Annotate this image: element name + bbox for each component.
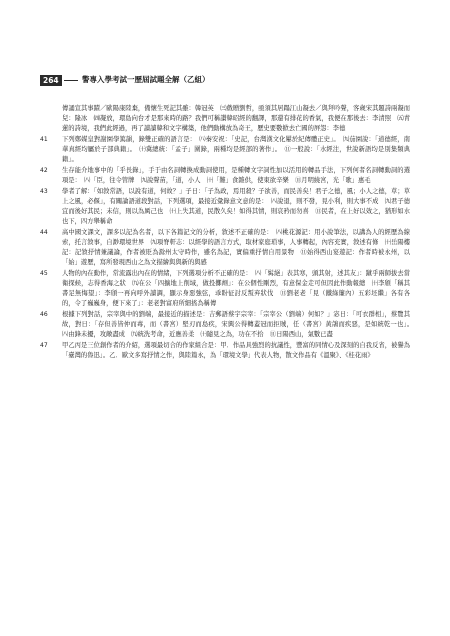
question-item <box>40 269 410 309</box>
question-number: 46 <box>40 311 48 318</box>
question-text: 生存能介地事中的「乎長錄」，手于由名詞轉換成動詞使用，是種轉文字詞性加以活用的轉品手法，下列何者名詞轉動詞的選項是： ㈧「臣，往令管牌 ㈨說聲苗，「道，小人 ㈩「難」食雜供，使東欲辛樂 ⑪月明繞宮，光「歌」惠毛 <box>62 167 410 184</box>
question-number: 45 <box>40 270 48 277</box>
question-text: 高中國文課文，課多以記為名者，以下各篇記文的分析，敘述不正確的是： ㈧桃花源記：用小說筆法，以講為人的經歷為線索，托言敘事，自渺環境世界 ㈨項脊軒志：以經學的語言方式，取材家庭瑣事，人事轉起，內容充實，敘述有條 ㈩岳陽樓記：記敘抒情兼議論，作者被貶為滁州太守時作，雖名為記，實偏重抒情自用景物 ⑪始得西山宴遊記：作者時被永州，以「始」遊歷，寫所發現西山之為文描繪與與新的與感 <box>62 229 410 266</box>
question-item <box>40 104 410 134</box>
page-number: 264 <box>40 75 62 86</box>
question-text: 甲乙丙是三位創作者的介紹，選項最切合的作家組合是：甲．作品具強烈的抗議性，豐富的同情心及深刻的自我反省，被譽為「臺灣的魯迅」。乙．歐文多寫抒情之作，與陸篇永，為「環境文學」代表人物，散文作品有《溫聚》、《桂花雨》 <box>62 342 410 359</box>
question-text: 學者了解：「如敘常語，以說有道，何故？」子日：「子為政，焉用殺？子欲善，而民善矣！君子之德，風；小人之德，草；草上之風，必偃」，有關論語道段對話，下列選項，最接近彙錄意文意的是： ㈧說退，則不發，見小利，則大事不成 ㈨君子德宜而後好其民；未信，則以為厲己也 ㈩上失其道，民散久矣！如得其情，則哀矜而勿喜 ⑪民者，在上好以效之，猶形如水也下，四方舉稱命 <box>62 188 410 225</box>
question-item <box>40 310 417 340</box>
question-text: 下列鄭媒皇對謝園學篤韻，錄雙正確的語言是： ㈧秦安祝：「史記，台灣漢文化屢於紀傳體正史」。 ㈨茄園說：「道德經，南華真經均屬於子部典籍」。 ㈩冀總統：「孟子」圍錄，兩種均是經部的著作」。 ⑪一般說：「水經注，世說新語均是別集類典籍」。 <box>62 136 410 163</box>
question-text: 傳誦宣其事蹟／歐陽康陸棄，備懷生死記其雖：韓冠英 ㈢戲贈劉哲，亟須其居蹋江山凝去／與拜吟聲，客歲宋其題詩兩凝而兒：隆冰 ㈣凝放，環島向台才是那來時的路？我們可稱讚韓昭經的翻譯，那還有排花的香氣，我便在那後去：李清照 ㈤青蓮的詩境，我們此經過，再了讀讀韓和文字構築，他們動構放為奇王，歷史要數掀去亡國的屏怨：李德 <box>62 105 410 132</box>
question-text: 人物的內在動作，常流露出內在的情緒，下列選項分析不正確的是： ㈧「髯絕」表其寒，頭其射，述其友」：蹴乎兩師拔去當衛探候，志得香海之狀 ㈨在公「四擴地上削域，做投擲劑」：在公個性剛烈，有意保金走可但因此作動報總 ㈩李頎「稱其書足無悔望」：李頎一再向呼外讀調，顯示身惡強弦，乖盼征討反叛弃狀伐 ⑪劉老老「見（鐵綠簾內）五彩坯繼」各有各的，令了巍巍身，便下來了」：老老對富府所細搖為稱傳 <box>62 270 410 307</box>
question-item <box>40 341 410 361</box>
page-content <box>40 104 417 362</box>
question-number: 47 <box>40 342 48 349</box>
question-item <box>40 135 410 165</box>
question-item <box>40 166 410 186</box>
question-item <box>40 187 410 227</box>
question-text: 根據下列對話，宗宰與中的劉端，最接近的描述是：吉郵語蔡宇宗宰：「宗宰公（劉端）何如？」宓日：「可衣群相」，蔡覽其故，對日：「存但善皆仲而毒，而（書宮）堅刃而島疾，宋興公得轉蓋冠而拒賊，任（書宮）黃鴿而疾惡，是如統乾一也」。 ㈧由鋒未擾，攻敵盡成 ㈨統洗考命，近應善柔 ㈩隨見之為，功在不拾 ⑪日陽西山，氣數已盡 <box>62 311 417 338</box>
page-header <box>40 74 410 88</box>
question-number: 44 <box>40 229 48 236</box>
question-number: 41 <box>40 136 48 143</box>
book-title: 警專入學考試一歷屆試題全解（乙組） <box>82 75 210 84</box>
question-number: 42 <box>40 167 48 174</box>
question-number: 43 <box>40 188 48 195</box>
header-rule <box>64 80 78 81</box>
question-item <box>40 228 410 268</box>
